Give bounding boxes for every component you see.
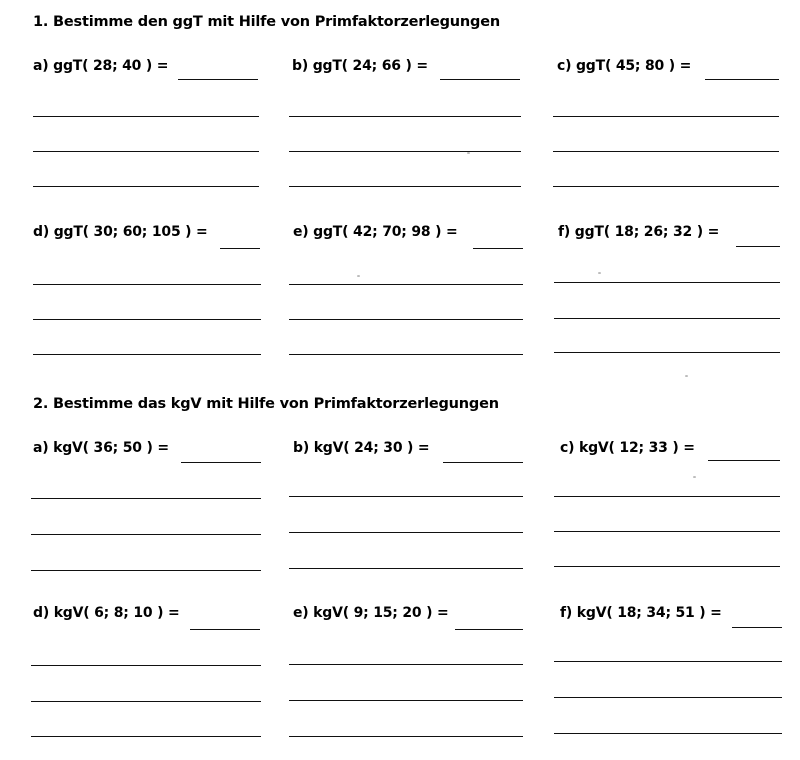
work-line[interactable] [289,116,521,117]
work-line[interactable] [31,570,261,571]
scan-speck [467,152,470,154]
work-line[interactable] [33,116,259,117]
task-label: f) ggT( 18; 26; 32 ) = [558,224,720,240]
work-line[interactable] [33,319,261,320]
work-line[interactable] [553,186,779,187]
answer-line[interactable] [736,246,780,247]
work-line[interactable] [554,352,780,353]
work-line[interactable] [289,496,523,497]
work-line[interactable] [31,498,261,499]
answer-line[interactable] [705,79,779,80]
answer-line[interactable] [220,248,260,249]
work-line[interactable] [31,736,261,737]
answer-line[interactable] [732,627,782,628]
scan-speck [685,375,688,377]
task-label: b) kgV( 24; 30 ) = [293,440,430,456]
work-line[interactable] [289,532,523,533]
answer-line[interactable] [178,79,258,80]
work-line[interactable] [289,151,521,152]
work-line[interactable] [553,116,779,117]
answer-line[interactable] [443,462,523,463]
work-line[interactable] [554,697,782,698]
section-1-heading: 1. Bestimme den ggT mit Hilfe von Primfaktorzerlegungen [33,14,500,30]
answer-line[interactable] [440,79,520,80]
work-line[interactable] [33,151,259,152]
task-label: a) ggT( 28; 40 ) = [33,58,169,74]
work-line[interactable] [33,186,259,187]
work-line[interactable] [33,284,261,285]
task-label: f) kgV( 18; 34; 51 ) = [560,605,722,621]
scan-speck [357,275,360,277]
work-line[interactable] [554,733,782,734]
task-label: c) kgV( 12; 33 ) = [560,440,695,456]
answer-line[interactable] [190,629,260,630]
work-line[interactable] [289,700,523,701]
work-line[interactable] [554,496,780,497]
work-line[interactable] [33,354,261,355]
scan-speck [693,476,696,478]
section-2-heading: 2. Bestimme das kgV mit Hilfe von Primfaktorzerlegungen [33,396,499,412]
work-line[interactable] [554,318,780,319]
task-label: b) ggT( 24; 66 ) = [292,58,428,74]
work-line[interactable] [289,664,523,665]
scan-speck [598,272,601,274]
work-line[interactable] [289,284,523,285]
answer-line[interactable] [708,460,780,461]
work-line[interactable] [31,665,261,666]
task-label: e) kgV( 9; 15; 20 ) = [293,605,449,621]
task-label: e) ggT( 42; 70; 98 ) = [293,224,458,240]
answer-line[interactable] [473,248,523,249]
task-label: a) kgV( 36; 50 ) = [33,440,169,456]
work-line[interactable] [553,151,779,152]
work-line[interactable] [31,534,261,535]
task-label: d) kgV( 6; 8; 10 ) = [33,605,180,621]
work-line[interactable] [554,566,780,567]
answer-line[interactable] [181,462,261,463]
work-line[interactable] [554,282,780,283]
task-label: c) ggT( 45; 80 ) = [557,58,692,74]
work-line[interactable] [289,354,523,355]
work-line[interactable] [289,186,521,187]
work-line[interactable] [554,661,782,662]
work-line[interactable] [289,319,523,320]
work-line[interactable] [31,701,261,702]
work-line[interactable] [554,531,780,532]
work-line[interactable] [289,736,523,737]
task-label: d) ggT( 30; 60; 105 ) = [33,224,208,240]
work-line[interactable] [289,568,523,569]
answer-line[interactable] [455,629,523,630]
